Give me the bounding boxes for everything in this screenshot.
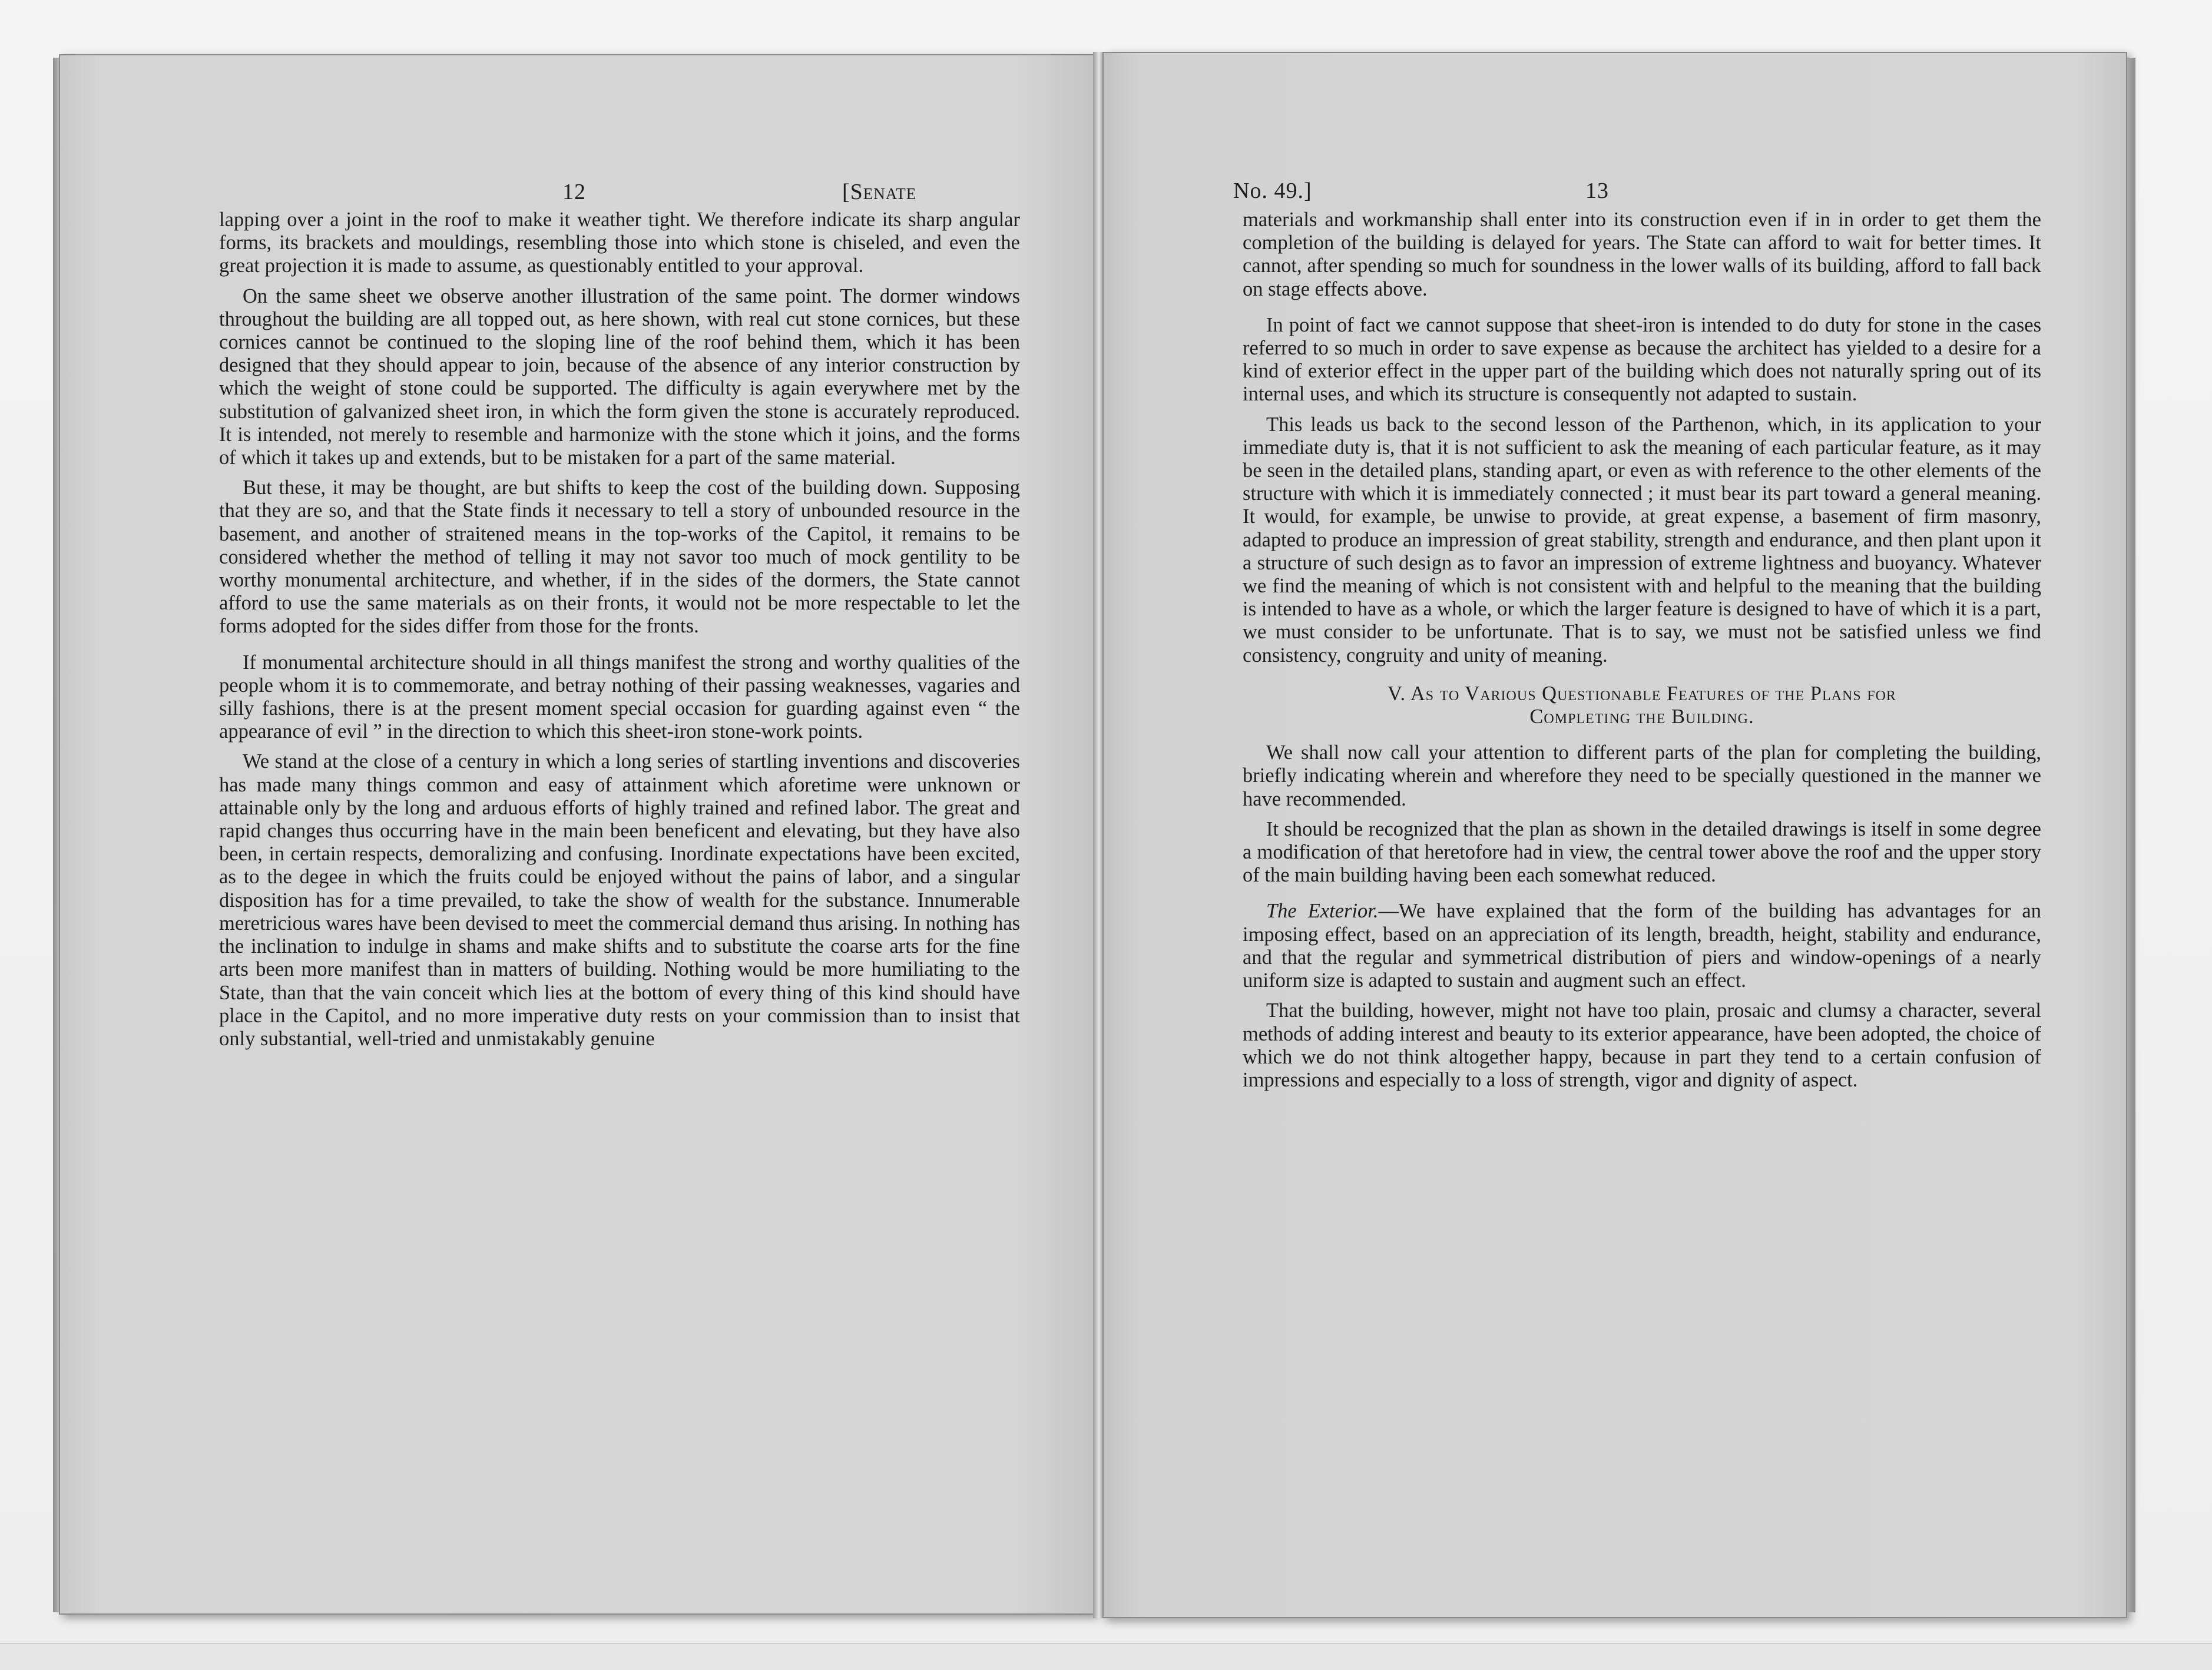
right-paragraph-3: This leads us back to the second lesson of the Parthenon, which, in its application to your immediate duty is, that it is not sufficient to ask the meaning of each particular feature, as it may be seen in the detailed plans, standing apart, or even as with reference to the other elements of the structure with which it is immediately connected ; it must bear its part toward a general meaning. It would, for example, be unwise to provide, at great expense, a basement of firm masonry, adapted to produce an impression of great stability, strength and endurance, and then plant upon it a structure of such design as to favor an impression of extreme lightness and buoyancy. Whatever we find the meaning of which is not consistent with and helpful to the meaning that the building is intended to have as a whole, or which the larger feature is designed to have of which it is a part, we must consider to be unfortunate. That is to say, we must not be satisfied unless we find consistency, congruity and unity of meaning.	[1243, 413, 2041, 667]
right-paragraph-1: materials and workmanship shall enter into its construction even if in in order to get them the completion of the building is delayed for years. The State can afford to wait for better times. It cannot, after spending so much for soundness in the lower walls of its building, afford to fall back on stage effects above.	[1243, 208, 2041, 300]
left-paragraph-4: If monumental architecture should in all things manifest the strong and worthy qualities of the people whom it is to commemorate, and betray nothing of their passing weaknesses, vagaries and silly fashions, there is at the present moment special occasion for guarding against even “ the appearance of evil ” in the direction to which this sheet-iron stone-work points.	[219, 651, 1020, 743]
left-paragraph-5: We stand at the close of a century in which a long series of startling inventions and discoveries has made many things common and easy of attainment which aforetime were unknown or attainable only by the long and arduous efforts of highly trained and refined labor. The great and rapid changes thus occurring have in the main been beneficent and elevating, but they have also been, in certain respects, demoralizing and confusing. Inordinate expectations have been excited, as to the degee in which the fruits could be enjoyed without the pains of labor, and a singular disposition has for a time prevailed, to take the show of wealth for the substance. Innumerable meretricious wares have been devised to meet the commercial demand thus arising. In nothing has the inclination to indulge in shams and make shifts and to substitute the coarse arts for the fine arts been more manifest than in matters of building. Nothing would be more humiliating to the State, than that the vain conceit which lies at the bottom of every thing of this kind should have place in the Capitol, and no more imperative duty rests on your commission than to insist that only substantial, well-tried and unmistakably genuine	[219, 750, 1020, 1050]
section-heading-line-1: V. As to Various Questionable Features of the Plans for	[1388, 682, 1896, 705]
left-paragraph-3: But these, it may be thought, are but shifts to keep the cost of the building down. Supposing that they are so, and that the State finds it necessary to tell a story of unbounded resource in the basement, and another of straitened means in the top-works of the Capitol, it remains to be considered whether the method of telling it may not savor too much of mock gentility to be worthy monumental architecture, and whether, if in the sides of the dormers, the State cannot afford to use the same materials as on their fronts, it would not be more respectable to let the forms adopted for the sides differ from those for the fronts.	[219, 476, 1020, 638]
left-page	[59, 54, 1095, 1615]
section-heading	[1243, 682, 2041, 728]
right-page	[1102, 52, 2127, 1618]
left-paragraph-2: On the same sheet we observe another illustration of the same point. The dormer windows throughout the building are all topped out, as here shown, with real cut stone cornices, but these cornices cannot be continued to the sloping line of the roof behind them, which it has been designed that they should appear to join, because of the absence of any interior construction by which the weight of stone could be supported. The difficulty is again everywhere met by the substitution of galvanized sheet iron, in which the form given the stone is accurately reproduced. It is intended, not merely to resemble and harmonize with the stone which it joins, and the forms of which it takes up and extends, but to be mistaken for a part of the same material.	[219, 284, 1020, 469]
section-heading-line-2: Completing the Building.	[1529, 705, 1754, 728]
left-page-body	[219, 208, 1020, 1058]
left-running-head: [Senate	[842, 180, 917, 204]
right-paragraph-7: That the building, however, might not have too plain, prosaic and clumsy a character, several methods of adding interest and beauty to its exterior appearance, have been adopted, the choice of which we do not think altogether happy, because in part they tend to a certain confusion of impressions and especially to a loss of strength, vigor and dignity of aspect.	[1243, 999, 2041, 1091]
right-paragraph-2: In point of fact we cannot suppose that sheet-iron is intended to do duty for stone in the cases referred to so much in order to save expense as because the architect has yielded to a desire for a kind of exterior effect in the upper part of the building which does not naturally spring out of its internal uses, and which its structure is consequently not adapted to sustain.	[1243, 313, 2041, 406]
right-page-edge	[2127, 58, 2135, 1612]
scanner-bottom-strip	[0, 1643, 2212, 1670]
left-paragraph-1: lapping over a joint in the roof to make it weather tight. We therefore indicate its sharp angular forms, its brackets and mouldings, resembling those into which stone is chiseled, and even the great projection it is made to assume, as questionably entitled to your approval.	[219, 208, 1020, 277]
right-page-body	[1243, 208, 2041, 1099]
left-page-edge	[53, 58, 59, 1612]
right-paragraph-5: It should be recognized that the plan as shown in the detailed drawings is itself in some degree a modification of that heretofore had in view, the central tower above the roof and the upper story of the main building having been each somewhat reduced.	[1243, 817, 2041, 887]
exterior-text: —We have explained that the form of the building has advantages for an imposing effect, based on an appreciation of its length, breadth, height, stability and endurance, and that the regular and symmetrical distribution of piers and window-openings of a nearly uniform size is adapted to sustain and augment such an effect.	[1243, 900, 2041, 992]
exterior-paragraph	[1243, 900, 2041, 992]
left-page-number: 12	[562, 180, 586, 204]
right-paragraph-4: We shall now call your attention to different parts of the plan for completing the building, briefly indicating wherein and wherefore they need to be specially questioned in the manner we have recommended.	[1243, 741, 2041, 810]
exterior-label: The Exterior.	[1266, 900, 1379, 923]
right-page-number: 13	[1585, 178, 1609, 203]
right-running-head: No. 49.]	[1233, 178, 1312, 203]
